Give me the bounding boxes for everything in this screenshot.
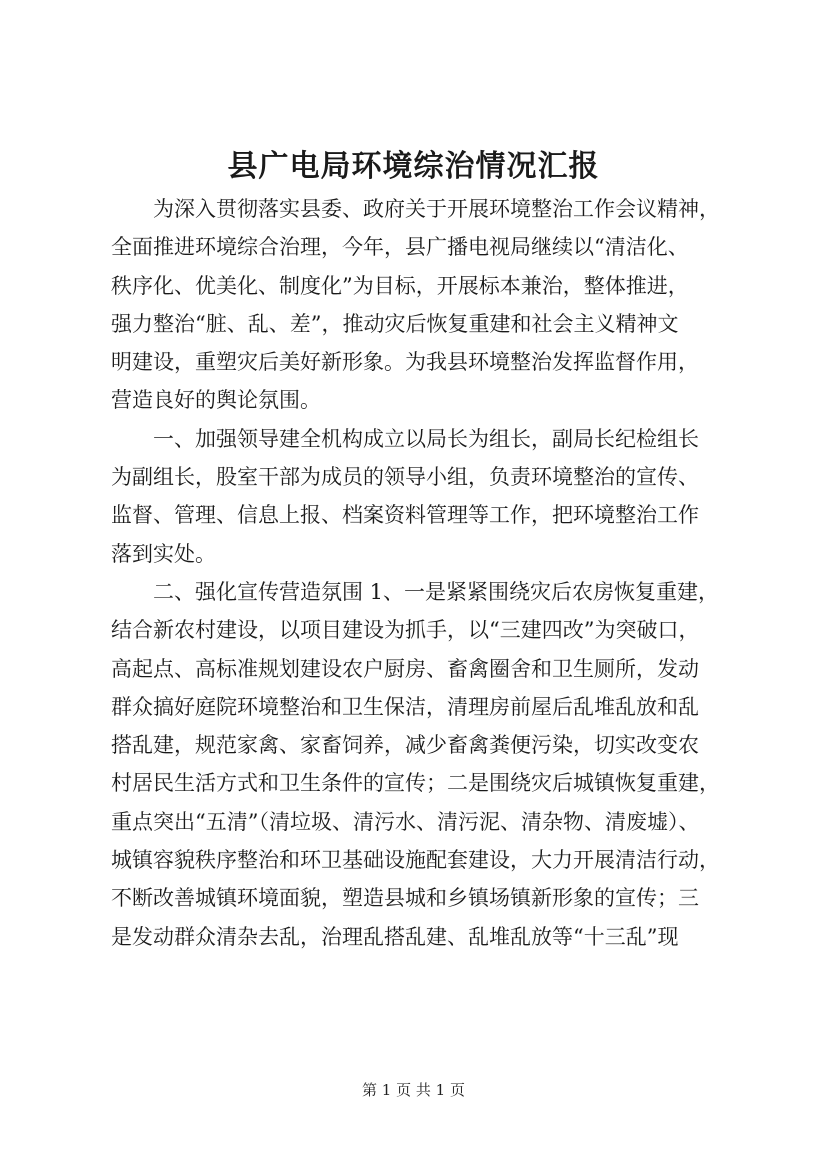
body-line: 重点突出“五清”（清垃圾、清污水、清污泥、清杂物、清废墟）、 (111, 809, 700, 834)
page-footer: 第 1 页 共 1 页 (362, 1081, 465, 1099)
body-line: 群众搞好庭院环境整治和卫生保洁，清理房前屋后乱堆乱放和乱 (111, 694, 699, 719)
body-line: 二、强化宣传营造氛围 1、一是紧紧围绕灾后农房恢复重建， (111, 579, 720, 604)
body-line: 营造良好的舆论氛围。 (111, 388, 321, 413)
body-line: 搭乱建，规范家禽、家畜饲养，减少畜禽粪便污染，切实改变农 (111, 733, 699, 758)
body-line: 不断改善城镇环境面貌，塑造县城和乡镇场镇新形象的宣传；三 (111, 886, 699, 911)
body-line: 村居民生活方式和卫生条件的宣传；二是围绕灾后城镇恢复重建， (111, 771, 720, 796)
body-line: 强力整治“脏、乱、差”，推动灾后恢复重建和社会主义精神文 (111, 311, 679, 336)
body-line: 一、加强领导建全机构成立以局长为组长，副局长纪检组长 (111, 426, 699, 451)
body-line: 全面推进环境综合治理，今年，县广播电视局继续以“清洁化、 (111, 235, 689, 260)
body-line: 结合新农村建设，以项目建设为抓手，以“三建四改”为突破口， (111, 618, 700, 643)
body-line: 为副组长，股室干部为成员的领导小组，负责环境整治的宣传、 (111, 465, 699, 490)
body-line: 是发动群众清杂去乱，治理乱搭乱建、乱堆乱放等“十三乱”现 (111, 924, 679, 949)
body-line: 秩序化、优美化、制度化”为目标，开展标本兼治，整体推进， (111, 273, 689, 298)
document-body (111, 190, 751, 956)
body-line: 监督、管理、信息上报、档案资料管理等工作，把环境整治工作 (111, 503, 699, 528)
body-line: 明建设，重塑灾后美好新形象。为我县环境整治发挥监督作用， (111, 350, 699, 375)
body-line: 落到实处。 (111, 541, 216, 566)
document-title: 县广电局环境综治情况汇报 (227, 149, 600, 184)
body-line: 城镇容貌秩序整治和环卫基础设施配套建设，大力开展清洁行动， (111, 848, 720, 873)
body-line: 高起点、高标准规划建设农户厨房、畜禽圈舍和卫生厕所，发动 (111, 656, 699, 681)
body-line: 为深入贯彻落实县委、政府关于开展环境整治工作会议精神， (111, 197, 720, 221)
